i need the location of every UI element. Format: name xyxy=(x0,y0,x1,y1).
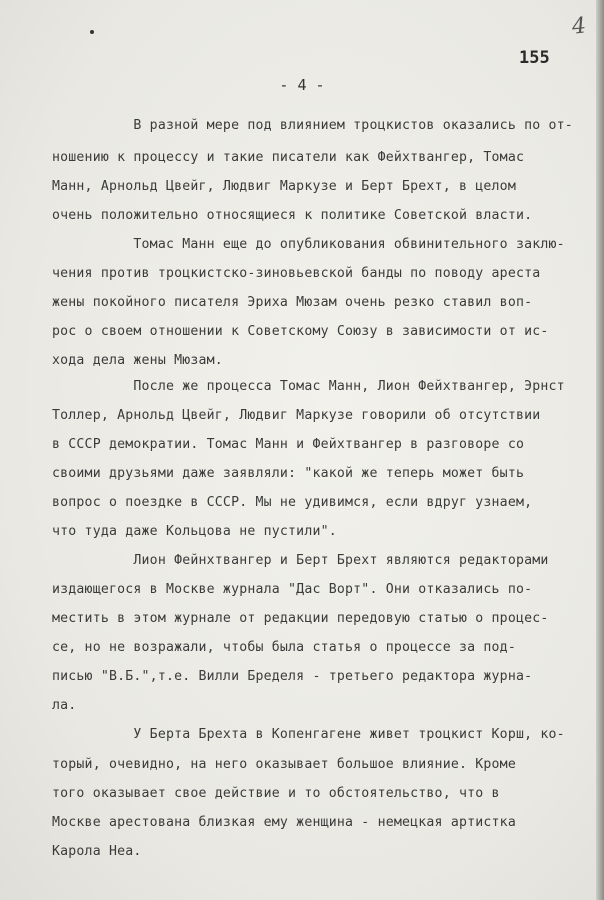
text-line: местить в этом журнале от редакции передовую статью о процес- xyxy=(52,611,549,626)
text-line: Карола Неа. xyxy=(52,844,142,859)
text-line: чения против троцкистско-зиновьевской банды по поводу ареста xyxy=(52,266,541,281)
handwritten-page-number: 4 xyxy=(570,13,588,40)
text-line: вопрос о поездке в СССР. Мы не удивимся, если вдруг узнаем, xyxy=(52,495,533,510)
text-line: ла. xyxy=(52,698,77,713)
page-number: - 4 - xyxy=(279,76,325,94)
text-line: торый, очевидно, на него оказывает большое влияние. Кроме xyxy=(52,757,516,772)
text-line: того оказывает свое действие и то обстоятельство, что в xyxy=(52,786,500,801)
text-line: Томас Манн еще до опубликования обвинительного заклю- xyxy=(52,237,565,252)
text-line: своими друзьями даже заявляли: "какой же теперь может быть xyxy=(52,466,525,481)
text-line: Лион Фейнхтвангер и Берт Брехт являются редакторами xyxy=(52,553,549,568)
text-line: в СССР демократии. Томас Манн и Фейхтвангер в разговоре со xyxy=(52,437,525,452)
page-edge-shadow xyxy=(596,0,604,900)
text-line: После же процесса Томас Манн, Лион Фейхтвангер, Эрнст xyxy=(52,379,565,394)
archive-page-number: 155 xyxy=(519,48,550,68)
text-line: писью "В.Б.",т.е. Вилли Бределя - третьего редактора журна- xyxy=(52,669,533,684)
text-line: издающегося в Москве журнала "Дас Ворт". Они отказались по- xyxy=(52,582,533,597)
text-line: Толлер, Арнольд Цвейг, Людвиг Маркузе говорили об отсутствии xyxy=(52,408,541,423)
text-line: рос о своем отношении к Советскому Союзу в зависимости от ис- xyxy=(52,324,549,339)
text-line: очень положительно относящиеся к политике Советской власти. xyxy=(52,208,533,223)
text-line: Манн, Арнольд Цвейг, Людвиг Маркузе и Берт Брехт, в целом xyxy=(52,179,516,194)
text-line: что туда даже Кольцова не пустили". xyxy=(52,524,337,539)
text-line: ношению к процессу и такие писатели как Фейхтвангер, Томас xyxy=(52,150,525,165)
text-line: хода дела жены Мюзам. xyxy=(52,353,223,368)
text-line: В разной мере под влиянием троцкистов оказались по от- xyxy=(52,118,573,133)
text-line: жены покойного писателя Эриха Мюзам очень резко ставил воп- xyxy=(52,295,533,310)
text-line: У Берта Брехта в Копенгагене живет троцкист Корш, ко- xyxy=(52,727,565,742)
ink-dot xyxy=(90,30,94,34)
text-line: Москве арестована близкая ему женщина - немецкая артистка xyxy=(52,815,516,830)
text-line: се, но не возражали, чтобы была статья о процессе за под- xyxy=(52,640,516,655)
